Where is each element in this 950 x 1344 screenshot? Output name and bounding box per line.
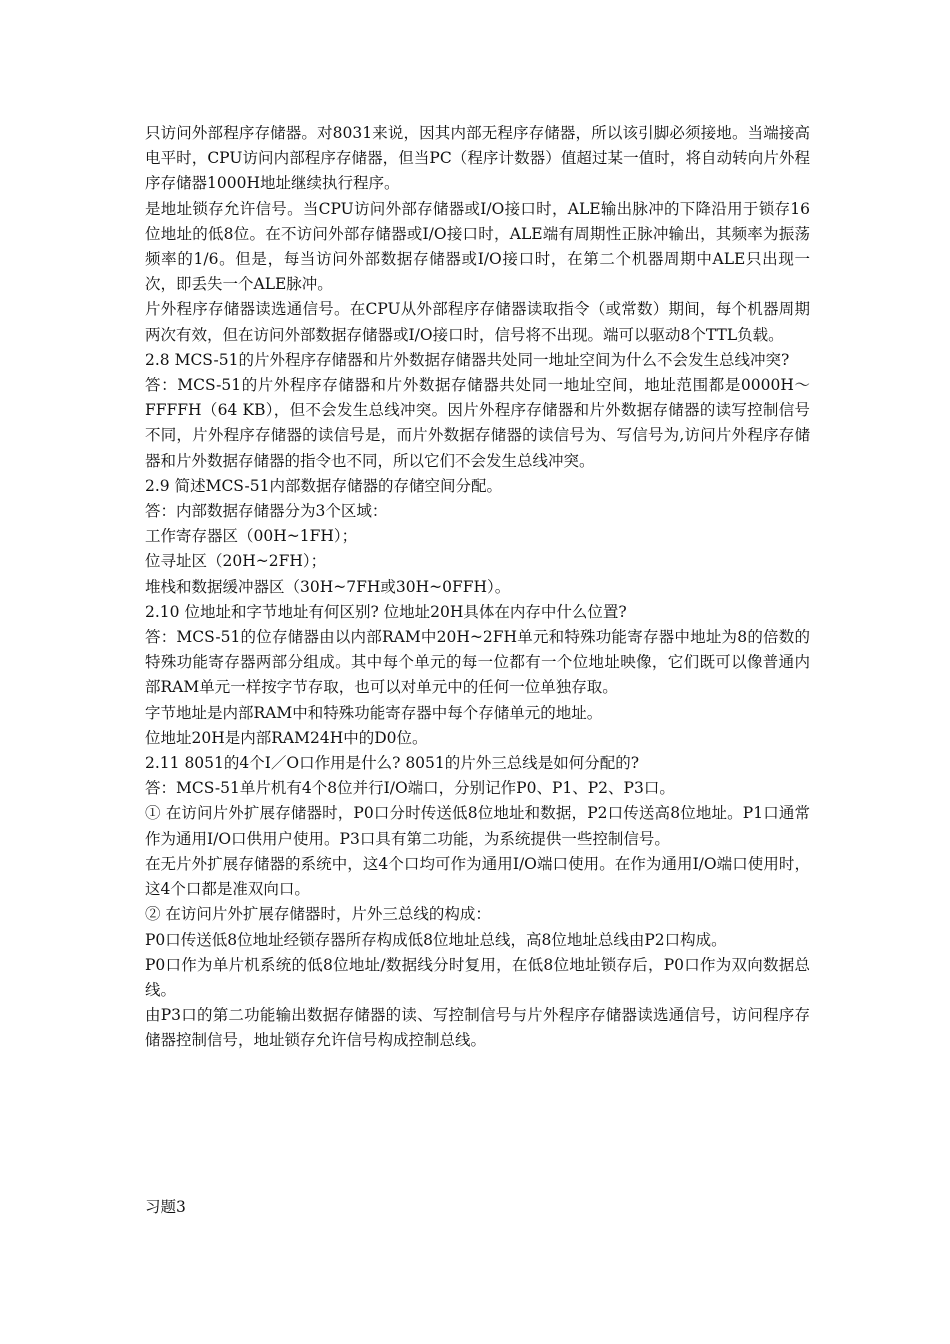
paragraph: 是地址锁存允许信号。当CPU访问外部存储器或I/O接口时，ALE输出脉冲的下降沿用于锁存16位地址的低8位。在不访问外部存储器或I/O接口时，ALE端有周期性正脉冲输出，其频率为振荡频率的1/6。但是，每当访问外部数据存储器或I/O接口时，在第二个机器周期中ALE只出现一次，即丢失一个ALE脉冲。 [145, 199, 810, 294]
paragraph: 由P3口的第二功能输出数据存储器的读、写控制信号与片外程序存储器读选通信号，访问程序存储器控制信号，地址锁存允许信号构成控制总线。 [145, 1006, 810, 1050]
list-item: 工作寄存器区（00H~1FH）； [145, 527, 358, 546]
question-heading: 2.11 8051的4个I／O口作用是什么? 8051的片外三总线是如何分配的? [145, 754, 640, 773]
answer-paragraph: 答：MCS-51的位存储器由以内部RAM中20H~2FH单元和特殊功能寄存器中地址为8的倍数的特殊功能寄存器两部分组成。其中每个单元的每一位都有一个位地址映像，它们既可以像普通内部RAM单元一样按字节存取，也可以对单元中的任何一位单独存取。 [145, 628, 810, 697]
document-body [145, 121, 810, 1054]
paragraph: 只访问外部程序存储器。对8031来说，因其内部无程序存储器，所以该引脚必须接地。当端接高电平时，CPU访问内部程序存储器，但当PC（程序计数器）值超过某一值时，将自动转向片外程序存储器1000H地址继续执行程序。 [145, 124, 810, 193]
answer-paragraph: 答：MCS-51的片外程序存储器和片外数据存储器共处同一地址空间，地址范围都是0000H～FFFFH（64 KB），但不会发生总线冲突。因片外程序存储器和片外数据存储器的读写控制信号不同，片外程序存储器的读信号是，而片外数据存储器的读信号为、写信号为,访问片外程序存储器和片外数据存储器的指令也不同，所以它们不会发生总线冲突。 [145, 376, 810, 470]
question-heading: 2.8 MCS-51的片外程序存储器和片外数据存储器共处同一地址空间为什么不会发生总线冲突? [145, 350, 790, 369]
list-item: 位寻址区（20H~2FH）； [145, 552, 327, 571]
paragraph: ② 在访问片外扩展存储器时，片外三总线的构成： [145, 905, 491, 924]
paragraph: 位地址20H是内部RAM24H中的D0位。 [145, 728, 428, 747]
paragraph: P0口作为单片机系统的低8位地址/数据线分时复用，在低8位地址锁存后，P0口作为双向数据总线。 [145, 955, 810, 999]
question-heading: 2.9 简述MCS-51内部数据存储器的存储空间分配。 [145, 476, 502, 495]
paragraph: 字节地址是内部RAM中和特殊功能寄存器中每个存储单元的地址。 [145, 703, 603, 722]
paragraph: 片外程序存储器读选通信号。在CPU从外部程序存储器读取指令（或常数）期间，每个机器周期两次有效，但在访问外部数据存储器或I/O接口时，信号将不出现。端可以驱动8个TTL负载。 [145, 300, 810, 344]
paragraph: 在无片外扩展存储器的系统中，这4个口均可作为通用I/O端口使用。在作为通用I/O端口使用时，这4个口都是准双向口。 [145, 854, 810, 899]
paragraph: ① 在访问片外扩展存储器时，P0口分时传送低8位地址和数据，P2口传送高8位地址。P1口通常作为通用I/O口供用户使用。P3口具有第二功能，为系统提供一些控制信号。 [145, 804, 810, 848]
paragraph: P0口传送低8位地址经锁存器所存构成低8位地址总线，高8位地址总线由P2口构成。 [145, 930, 727, 949]
section-heading: 习题3 [145, 1198, 186, 1216]
list-item: 堆栈和数据缓冲器区（30H~7FH或30H~0FFH）。 [145, 577, 511, 596]
question-heading: 2.10 位地址和字节地址有何区别? 位地址20H具体在内存中什么位置? [145, 602, 627, 621]
answer-paragraph: 答：内部数据存储器分为3个区域： [145, 502, 388, 521]
answer-paragraph: 答：MCS-51单片机有4个8位并行I/O端口，分别记作P0、P1、P2、P3口。 [145, 779, 675, 798]
